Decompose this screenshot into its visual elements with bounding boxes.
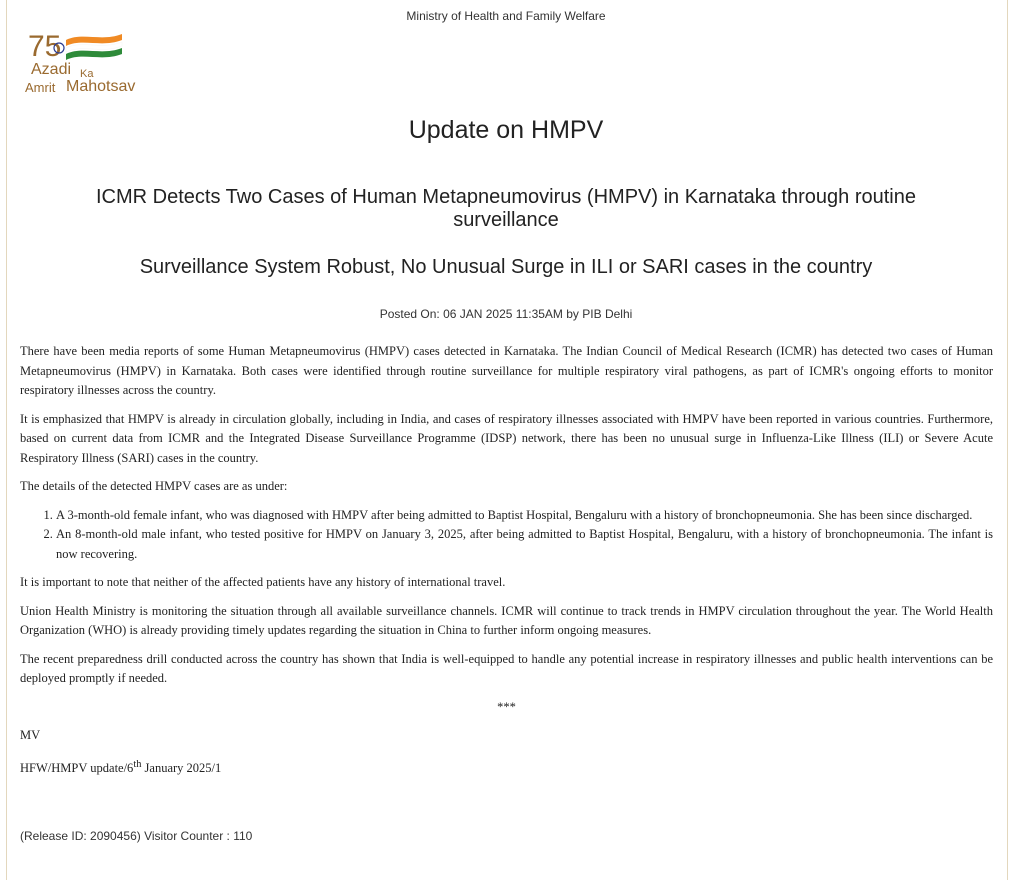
- signature-initials: MV: [20, 728, 41, 742]
- ministry-name: Ministry of Health and Family Welfare: [406, 9, 606, 23]
- paragraph-travel: It is important to note that neither of the affected patients have any history of international travel.: [20, 575, 506, 589]
- sub-headline: Surveillance System Robust, No Unusual Surge in ILI or SARI cases in the country: [139, 256, 873, 278]
- azadi-ka-amrit-mahotsav-logo: [22, 26, 162, 100]
- headline: ICMR Detects Two Cases of Human Metapneumovirus (HMPV) in Karnataka through routine surveillance: [96, 186, 916, 231]
- article-body: [20, 342, 993, 787]
- logo-text-amrit: Amrit: [25, 80, 56, 95]
- cases-list: [20, 506, 993, 565]
- logo-number: 75: [28, 30, 62, 63]
- reference-suffix: January 2025/1: [141, 760, 222, 775]
- reference-prefix: HFW/HMPV update/6: [20, 760, 134, 775]
- logo-text-ka: Ka: [80, 68, 94, 80]
- list-item: 2. An 8-month-old male infant, who tested positive for HMPV on January 3, 2025, after being admitted to Baptist Hospital, Bengaluru, with a history of bronchopneumonia. The infant is now recovering.: [56, 525, 993, 564]
- separator-stars: ***: [497, 699, 516, 714]
- paragraph-context: It is emphasized that HMPV is already in circulation globally, including in India, and cases of respiratory illnesses associated with HMPV have been reported in various countries. Furthermore, based on current data from ICMR and the Integrated Disease Surveillance Programme (IDSP) network, there has been no unusual surge in Influenza-Like Illness (ILI) or Severe Acute Respiratory Illness (SARI) cases in the country.: [20, 411, 993, 465]
- posted-date: Posted On: 06 JAN 2025 11:35AM by PIB Delhi: [379, 307, 633, 321]
- reference-superscript: th: [133, 758, 142, 770]
- logo-text-mahotsav: Mahotsav: [66, 78, 136, 95]
- paragraph-intro: There have been media reports of some Human Metapneumovirus (HMPV) cases detected in Karnataka. The Indian Council of Medical Research (ICMR) has detected two cases of Human Metapneumovirus (HMPV) in Karnataka. Both cases were identified through routine surveillance for multiple respiratory viral pathogens, as part of ICMR's ongoing efforts to monitor respiratory illnesses across the country.: [20, 344, 993, 397]
- list-item: 1. A 3-month-old female infant, who was diagnosed with HMPV after being admitted to Baptist Hospital, Bengaluru with a history of bronchopneumonia. She has been since discharged.: [56, 506, 993, 526]
- paragraph-monitoring: Union Health Ministry is monitoring the situation through all available surveillance channels. ICMR will continue to track trends in HMPV circulation throughout the year. The World Health Organization (WHO) is already providing timely updates regarding the situation in China to further inform ongoing measures.: [20, 603, 993, 637]
- page-title: Update on HMPV: [408, 116, 604, 144]
- paragraph-preparedness: The recent preparedness drill conducted across the country has shown that India is well-equipped to handle any potential increase in respiratory illnesses and public health interventions can be deployed promptly if needed.: [20, 651, 993, 685]
- logo-text-azadi: Azadi: [31, 61, 72, 78]
- release-info: (Release ID: 2090456) Visitor Counter : 110: [20, 829, 253, 843]
- paragraph-details-lead: The details of the detected HMPV cases are as under:: [20, 479, 288, 493]
- reference-number: [20, 755, 993, 779]
